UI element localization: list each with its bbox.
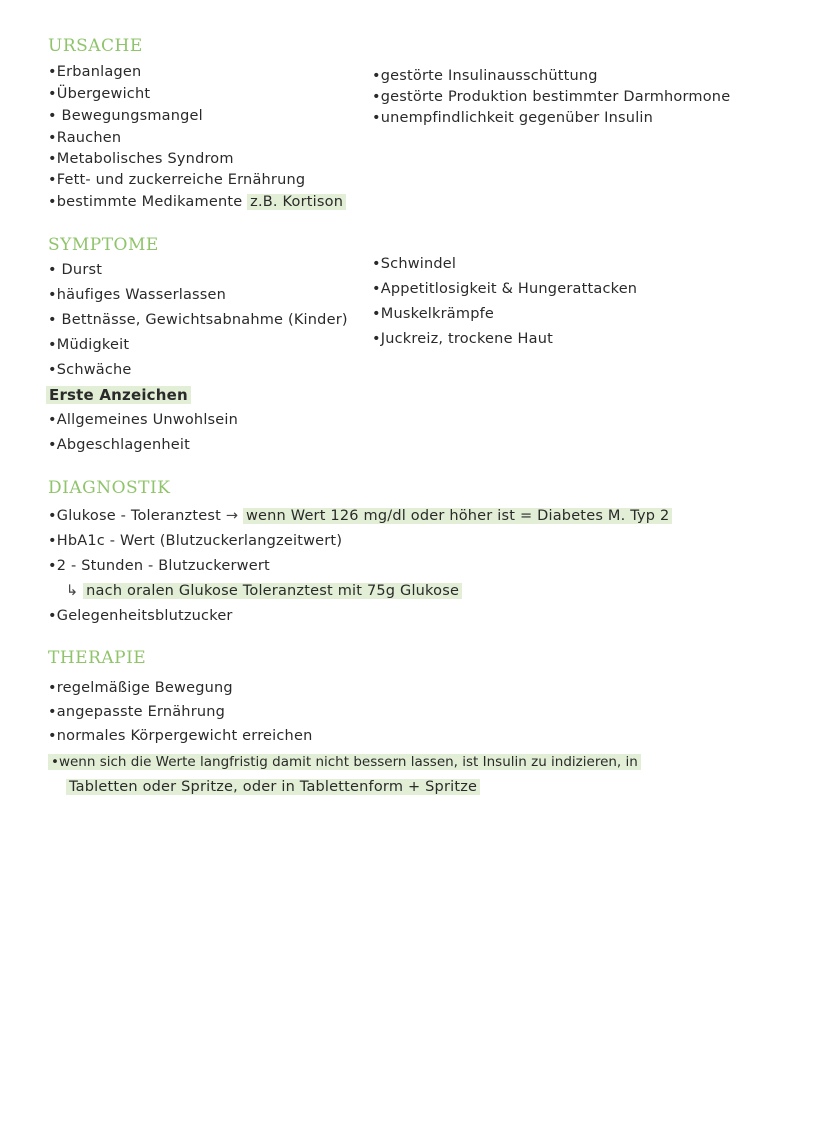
list-item: •Allgemeines Unwohlsein	[48, 412, 239, 428]
list-item: •Müdigkeit	[48, 337, 130, 353]
list-item	[48, 506, 672, 526]
list-item-continuation	[66, 777, 480, 797]
list-item	[48, 752, 641, 772]
highlighted-text: •wenn sich die Werte langfristig damit nicht bessern lassen, ist Insulin zu indizieren, in	[48, 754, 641, 770]
list-item-text: •bestimmte Medikamente	[48, 194, 248, 210]
list-item: •Metabolisches Syndrom	[48, 151, 234, 167]
list-item: •gestörte Insulinausschüttung	[372, 68, 598, 84]
list-item	[48, 192, 346, 212]
section-heading-therapie: THERAPIE	[48, 648, 147, 668]
sub-heading-text: Erste Anzeichen	[46, 386, 191, 404]
highlighted-text: z.B. Kortison	[247, 194, 346, 210]
list-item: •Gelegenheitsblutzucker	[48, 608, 233, 624]
list-item-text: •Glukose - Toleranztest	[48, 508, 226, 524]
list-item: •Erbanlagen	[48, 64, 142, 80]
section-heading-ursache: URSACHE	[48, 36, 143, 56]
list-item: •unempfindlichkeit gegenüber Insulin	[372, 110, 654, 126]
list-item: •Abgeschlagenheit	[48, 437, 190, 453]
right-arrow-icon: →	[225, 508, 239, 524]
list-item: •Fett- und zuckerreiche Ernährung	[48, 172, 306, 188]
list-item: •Appetitlosigkeit & Hungerattacken	[372, 281, 638, 297]
list-item: • Bewegungsmangel	[48, 108, 203, 124]
list-item: • Durst	[48, 262, 103, 278]
list-item: • Bettnässe, Gewichtsabnahme (Kinder)	[48, 312, 348, 328]
list-item: •häufiges Wasserlassen	[48, 287, 227, 303]
list-item: •regelmäßige Bewegung	[48, 680, 233, 696]
list-item: •normales Körpergewicht erreichen	[48, 728, 313, 744]
list-item: •gestörte Produktion bestimmter Darmhormone	[372, 89, 731, 105]
highlighted-text: nach oralen Glukose Toleranztest mit 75g Glukose	[83, 583, 462, 599]
list-item: •Schwäche	[48, 362, 132, 378]
list-item: •Übergewicht	[48, 86, 151, 102]
list-item: •2 - Stunden - Blutzuckerwert	[48, 558, 270, 574]
list-item: •Rauchen	[48, 130, 122, 146]
list-item	[66, 581, 462, 601]
list-item: •Schwindel	[372, 256, 457, 272]
sub-heading	[46, 385, 191, 406]
list-item: •HbA1c - Wert (Blutzuckerlangzeitwert)	[48, 533, 343, 549]
list-item: •angepasste Ernährung	[48, 704, 226, 720]
return-arrow-icon: ↳	[66, 583, 79, 599]
section-heading-symptome: SYMPTOME	[48, 235, 159, 255]
highlighted-text: wenn Wert 126 mg/dl oder höher ist = Diabetes M. Typ 2	[243, 508, 672, 524]
highlighted-text: Tabletten oder Spritze, oder in Tablettenform + Spritze	[66, 779, 480, 795]
list-item: •Juckreiz, trockene Haut	[372, 331, 553, 347]
list-item: •Muskelkrämpfe	[372, 306, 495, 322]
section-heading-diagnostik: DIAGNOSTIK	[48, 478, 171, 498]
